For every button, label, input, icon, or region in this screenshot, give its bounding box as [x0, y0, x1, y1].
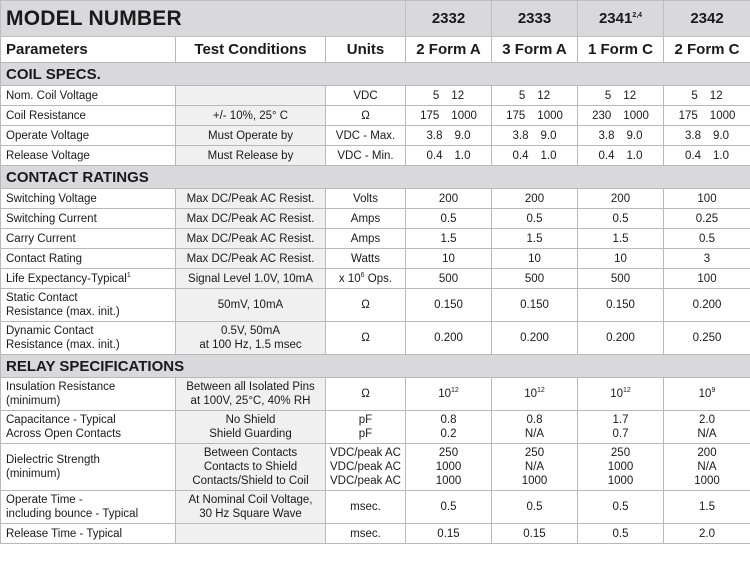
value-cell: 0.150 — [492, 289, 578, 322]
units: Ω — [326, 106, 406, 126]
section-coil — [1, 63, 750, 86]
units: VDC — [326, 86, 406, 106]
test-condition: At Nominal Coil Voltage, 30 Hz Square Wave — [176, 491, 326, 524]
value-cell — [664, 106, 750, 126]
parameter-name: Nom. Coil Voltage — [1, 86, 176, 106]
value-cell — [578, 106, 664, 126]
units: Volts — [326, 189, 406, 209]
value-cell: 0.8 0.2 — [406, 411, 492, 444]
value-cell: $10^{12}$ — [406, 378, 492, 411]
test-condition: +/- 10%, 25° C — [176, 106, 326, 126]
parameters-header: Parameters — [1, 37, 176, 63]
parameter-name: Coil Resistance — [1, 106, 176, 126]
value: 5 — [604, 89, 612, 102]
units: Ω — [326, 322, 406, 355]
contact-row — [1, 269, 750, 289]
value-cell: 0.5 — [406, 209, 492, 229]
value-cell: 0.150 — [406, 289, 492, 322]
value-cell: 10 — [492, 249, 578, 269]
value-cell — [406, 86, 492, 106]
parameter-name: Operate Time - including bounce - Typical — [1, 491, 176, 524]
value-cell: 0.200 — [492, 322, 578, 355]
contact-row — [1, 249, 750, 269]
value-cell — [492, 126, 578, 146]
section-title: CONTACT RATINGS — [1, 166, 750, 189]
units: Ω — [326, 289, 406, 322]
value: 5 — [518, 89, 526, 102]
test-condition: Between all Isolated Pins at 100V, 25°C, 40% RH — [176, 378, 326, 411]
parameter-name: Switching Current — [1, 209, 176, 229]
value-cell: 500 — [578, 269, 664, 289]
units: Amps — [326, 229, 406, 249]
value: 0.4 — [426, 149, 443, 162]
value-cell: 250 1000 1000 — [578, 444, 664, 491]
test-condition: Must Release by — [176, 146, 326, 166]
model-2341: 2341$^{2,4}$ — [578, 1, 664, 37]
value: 175 — [420, 109, 440, 122]
value-cell: 0.5 — [578, 209, 664, 229]
section-contact — [1, 166, 750, 189]
value: 1000 — [537, 109, 563, 122]
form-2332: 2 Form A — [406, 37, 492, 63]
value-cell: 0.15 — [492, 524, 578, 544]
value: 0.4 — [512, 149, 529, 162]
value-cell — [664, 146, 750, 166]
units-header: Units — [326, 37, 406, 63]
value-cell: 0.5 — [578, 524, 664, 544]
value-cell — [578, 126, 664, 146]
value-cell: 0.5 — [664, 229, 750, 249]
value-cell: 100 — [664, 189, 750, 209]
value: 3.8 — [426, 129, 443, 142]
units: msec. — [326, 524, 406, 544]
value-cell — [492, 106, 578, 126]
parameter-name: Dynamic Contact Resistance (max. init.) — [1, 322, 176, 355]
value: 175 — [506, 109, 526, 122]
parameter-name: Operate Voltage — [1, 126, 176, 146]
value: 0.4 — [598, 149, 615, 162]
value-cell: 200 N/A 1000 — [664, 444, 750, 491]
value-cell: 2.0 N/A — [664, 411, 750, 444]
test-condition: 50mV, 10mA — [176, 289, 326, 322]
value: 3.8 — [512, 129, 529, 142]
value-cell: 0.8 N/A — [492, 411, 578, 444]
value: 5 — [691, 89, 698, 102]
test-condition: Max DC/Peak AC Resist. — [176, 209, 326, 229]
value: 12 — [709, 89, 723, 102]
section-relay — [1, 355, 750, 378]
contact-row — [1, 189, 750, 209]
units: VDC/peak AC VDC/peak AC VDC/peak AC — [326, 444, 406, 491]
parameter-name: Carry Current — [1, 229, 176, 249]
section-title: RELAY SPECIFICATIONS — [1, 355, 750, 378]
value: 1000 — [623, 109, 649, 122]
model-number-row — [1, 1, 750, 37]
value-cell: 0.200 — [578, 322, 664, 355]
form-2333: 3 Form A — [492, 37, 578, 63]
value: 9.0 — [454, 129, 471, 142]
value-cell: 0.200 — [406, 322, 492, 355]
value-cell — [406, 146, 492, 166]
value-cell: $10^9$ — [664, 378, 750, 411]
test-condition: Must Operate by — [176, 126, 326, 146]
value-cell: 0.5 — [492, 491, 578, 524]
value-cell — [578, 146, 664, 166]
value-cell — [578, 86, 664, 106]
parameter-name: Switching Voltage — [1, 189, 176, 209]
value-cell: 1.5 — [492, 229, 578, 249]
units: VDC - Min. — [326, 146, 406, 166]
value-cell: 1.5 — [578, 229, 664, 249]
parameter-name: Dielectric Strength (minimum) — [1, 444, 176, 491]
test-condition: Max DC/Peak AC Resist. — [176, 229, 326, 249]
units: Watts — [326, 249, 406, 269]
coil-row — [1, 126, 750, 146]
value-cell: 0.5 — [492, 209, 578, 229]
parameter-name: Life Expectancy-Typical$^1$ — [1, 269, 176, 289]
parameter-name: Capacitance - Typical Across Open Contacts — [1, 411, 176, 444]
relay-row-dielectric — [1, 444, 750, 491]
value-cell: 200 — [406, 189, 492, 209]
test-condition: Signal Level 1.0V, 10mA — [176, 269, 326, 289]
value-cell: 10 — [578, 249, 664, 269]
form-2342: 2 Form C — [664, 37, 750, 63]
contact-row — [1, 209, 750, 229]
units: VDC - Max. — [326, 126, 406, 146]
value: 3.8 — [598, 129, 615, 142]
model-2333: 2333 — [492, 1, 578, 37]
test-condition: 0.5V, 50mA at 100 Hz, 1.5 msec — [176, 322, 326, 355]
value-cell: 0.5 — [578, 491, 664, 524]
coil-row — [1, 86, 750, 106]
value: 1000 — [709, 109, 736, 122]
units: Ω — [326, 378, 406, 411]
parameter-name: Insulation Resistance (minimum) — [1, 378, 176, 411]
value-cell: 0.15 — [406, 524, 492, 544]
value-cell — [664, 126, 750, 146]
value: 230 — [592, 109, 612, 122]
value: 0.4 — [685, 149, 701, 162]
section-title: COIL SPECS. — [1, 63, 750, 86]
value: 12 — [537, 89, 551, 102]
value: 175 — [678, 109, 698, 122]
value-cell: 250 N/A 1000 — [492, 444, 578, 491]
value-cell: 500 — [406, 269, 492, 289]
model-2332: 2332 — [406, 1, 492, 37]
contact-row — [1, 322, 750, 355]
contact-row — [1, 229, 750, 249]
parameter-name: Release Voltage — [1, 146, 176, 166]
value-cell: 0.5 — [406, 491, 492, 524]
value: 12 — [623, 89, 637, 102]
value: 9.0 — [540, 129, 557, 142]
relay-row-capacitance — [1, 411, 750, 444]
value-cell — [492, 146, 578, 166]
value-cell: 0.200 — [664, 289, 750, 322]
coil-row — [1, 106, 750, 126]
units: msec. — [326, 491, 406, 524]
value: 9.0 — [713, 129, 729, 142]
conditions-header: Test Conditions — [176, 37, 326, 63]
value-cell: $10^{12}$ — [492, 378, 578, 411]
parameter-name: Static Contact Resistance (max. init.) — [1, 289, 176, 322]
value-cell: 0.250 — [664, 322, 750, 355]
value-cell: 200 — [492, 189, 578, 209]
test-condition — [176, 86, 326, 106]
value-cell: $10^{12}$ — [578, 378, 664, 411]
value-cell: 10 — [406, 249, 492, 269]
model-number-title: MODEL NUMBER — [1, 1, 406, 37]
value-cell — [492, 86, 578, 106]
form-2341: 1 Form C — [578, 37, 664, 63]
relay-row-release — [1, 524, 750, 544]
value-cell: 250 1000 1000 — [406, 444, 492, 491]
value-cell: 2.0 — [664, 524, 750, 544]
test-condition: Max DC/Peak AC Resist. — [176, 249, 326, 269]
test-condition: No Shield Shield Guarding — [176, 411, 326, 444]
units: pF pF — [326, 411, 406, 444]
units: x $10^6$ Ops. — [326, 269, 406, 289]
units: Amps — [326, 209, 406, 229]
parameter-name: Contact Rating — [1, 249, 176, 269]
value-cell: 200 — [578, 189, 664, 209]
value: 12 — [451, 89, 465, 102]
value-cell: 1.7 0.7 — [578, 411, 664, 444]
value-cell — [664, 86, 750, 106]
value: 5 — [432, 89, 440, 102]
test-condition: Between Contacts Contacts to Shield Contacts/Shield to Coil — [176, 444, 326, 491]
value: 3.8 — [685, 129, 701, 142]
value-cell: 1.5 — [406, 229, 492, 249]
header-row — [1, 37, 750, 63]
value: 9.0 — [626, 129, 643, 142]
coil-row — [1, 146, 750, 166]
value-cell — [406, 106, 492, 126]
value: 1.0 — [454, 149, 471, 162]
value: 1000 — [451, 109, 477, 122]
value-cell: 500 — [492, 269, 578, 289]
value-cell — [406, 126, 492, 146]
value-cell: 0.25 — [664, 209, 750, 229]
relay-row-insulation — [1, 378, 750, 411]
value-cell: 1.5 — [664, 491, 750, 524]
value-cell: 100 — [664, 269, 750, 289]
relay-row-operate — [1, 491, 750, 524]
value: 1.0 — [540, 149, 557, 162]
contact-row — [1, 289, 750, 322]
value: 1.0 — [713, 149, 729, 162]
test-condition: Max DC/Peak AC Resist. — [176, 189, 326, 209]
value: 1.0 — [626, 149, 643, 162]
parameter-name: Release Time - Typical — [1, 524, 176, 544]
test-condition — [176, 524, 326, 544]
value-cell: 0.150 — [578, 289, 664, 322]
model-2342: 2342 — [664, 1, 750, 37]
value-cell: 3 — [664, 249, 750, 269]
